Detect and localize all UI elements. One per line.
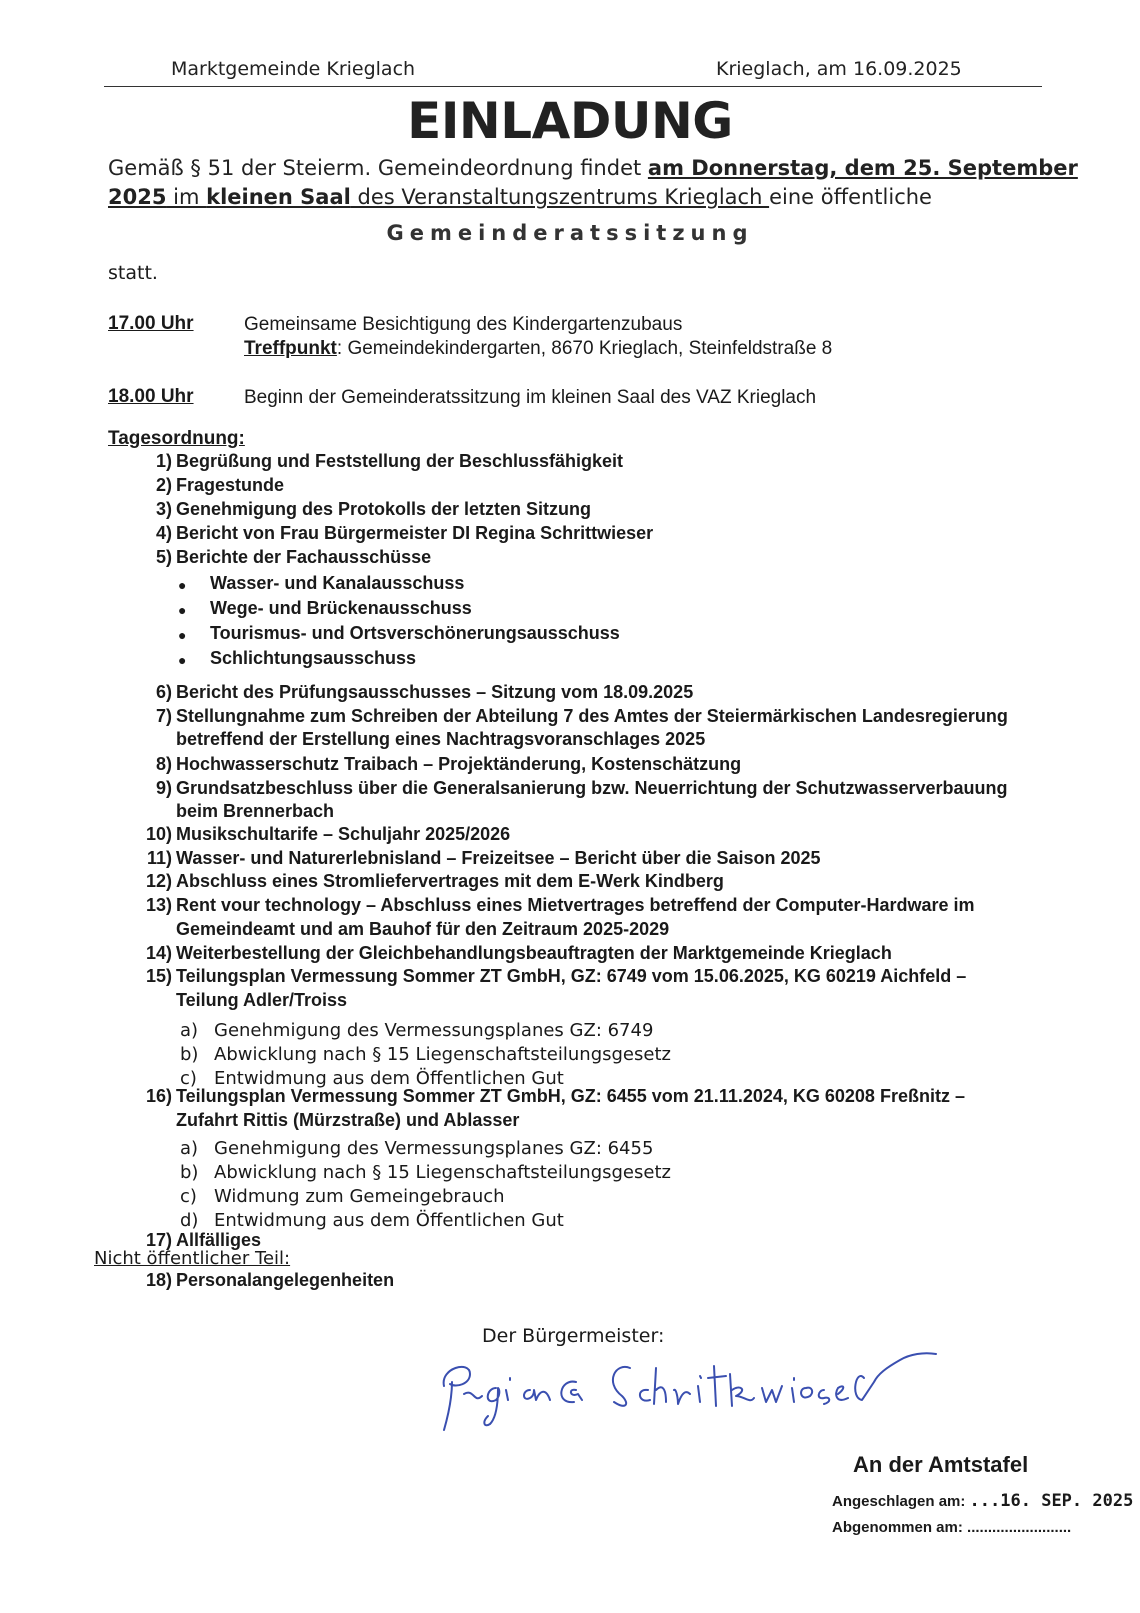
agenda-item-text: Teilungsplan Vermessung Sommer ZT GmbH, GZ: 6455 vom 21.11.2024, KG 60208 Freßnitz – [176,1086,965,1106]
meeting-point-text: : Gemeindekindergarten, 8670 Krieglach, Steinfeldstraße 8 [336,338,833,359]
agenda-item-number: 17) [145,1230,172,1250]
meeting-point-label: Treffpunkt [244,338,337,359]
agenda-item-text-cont: betreffend der Erstellung eines Nachtragsvoranschlages 2025 [176,729,706,749]
agenda-item-text: Genehmigung des Protokolls der letzten Sitzung [176,499,592,519]
agenda-item-number: 6) [155,682,172,702]
intro-text: Gemäß § 51 der Steierm. Gemeindeordnung findet [108,156,648,180]
agenda-item-text: Grundsatzbeschluss über die Generalsanierung bzw. Neuerrichtung der Schutzwasserverbauung [176,778,1008,798]
bullet-icon: ● [178,602,187,618]
intro-line-1 [108,156,1078,180]
agenda-item-text-cont: Zufahrt Rittis (Mürzstraße) und Ablasser [176,1110,520,1130]
agenda-item-text: Fragestunde [176,475,285,495]
agenda-item-text: Teilungsplan Vermessung Sommer ZT GmbH, GZ: 6749 vom 15.06.2025, KG 60219 Aichfeld – [176,966,967,986]
agenda-item-text: Stellungnahme zum Schreiben der Abteilung 7 des Amtes der Steiermärkischen Landesregierung [176,706,1008,726]
removed-date-dots: ......................... [967,1519,1072,1536]
agenda-item-number: 16) [145,1086,172,1106]
agenda-item-number: 15) [145,966,172,986]
statt-text: statt. [108,262,158,284]
header-rule [104,86,1042,87]
committee-item: Schlichtungsausschuss [210,648,417,668]
agenda-item-number: 5) [155,547,172,567]
removed-date-line [832,1519,1071,1536]
agenda-item-text: Weiterbestellung der Gleichbehandlungsbeauftragten der Marktgemeinde Krieglach [176,943,892,963]
subitem-letter: c) [180,1068,197,1089]
agenda-item-number: 8) [155,754,172,774]
session-heading: Gemeinderatssitzung [386,221,754,245]
agenda-item-number: 10) [145,824,172,844]
agenda-item-text: Rent vour technology – Abschluss eines Mietvertrages betreffend der Computer-Hardware im [176,895,975,915]
agenda-item-number: 2) [155,475,172,495]
subitem-text: Abwicklung nach § 15 Liegenschaftsteilungsgesetz [214,1044,671,1065]
document-title: EINLADUNG [407,92,733,150]
posted-date-line [832,1491,1133,1511]
agenda-item-number: 13) [145,895,172,915]
municipality-name: Marktgemeinde Krieglach [171,58,416,80]
schedule-text: Gemeinsame Besichtigung des Kindergartenzubaus [244,314,683,335]
agenda-item-number: 4) [155,523,172,543]
agenda-item-text: Bericht des Prüfungsausschusses – Sitzung vom 18.09.2025 [176,682,694,702]
bullet-icon: ● [178,577,187,593]
agenda-item-number: 1) [155,451,172,471]
committee-item: Tourismus- und Ortsverschönerungsausschuss [210,623,620,643]
subitem-text: Entwidmung aus dem Öffentlichen Gut [214,1068,564,1089]
agenda-item-number: 12) [145,871,172,891]
schedule-text: Beginn der Gemeinderatssitzung im kleinen Saal des VAZ Krieglach [244,387,817,408]
agenda-item-text: Personalangelegenheiten [176,1270,395,1290]
committee-item: Wasser- und Kanalausschuss [210,573,465,593]
agenda-item-number: 11) [146,848,172,868]
agenda-item-number: 7) [155,706,172,726]
subitem-text: Abwicklung nach § 15 Liegenschaftsteilungsgesetz [214,1162,671,1183]
subitem-letter: a) [180,1020,199,1041]
subitem-letter: d) [180,1210,199,1231]
subitem-text: Widmung zum Gemeingebrauch [214,1186,505,1207]
agenda-item-text: Bericht von Frau Bürgermeister DI Regina Schrittwieser [176,523,654,543]
agenda-item-text: Wasser- und Naturerlebnisland – Freizeitsee – Bericht über die Saison 2025 [176,848,821,868]
subitem-text: Entwidmung aus dem Öffentlichen Gut [214,1210,564,1231]
agenda-item-number: 9) [155,778,172,798]
agenda-item-text-cont: Teilung Adler/Troiss [176,990,348,1010]
agenda-item-text-cont: beim Brennerbach [176,801,335,821]
subitem-text: Genehmigung des Vermessungsplanes GZ: 6455 [214,1138,654,1159]
subitem-letter: c) [180,1186,197,1207]
stamp-title: An der Amtstafel [853,1452,1029,1477]
subitem-letter: b) [180,1162,199,1183]
subitem-letter: b) [180,1044,199,1065]
intro-date: am Donnerstag, dem 25. September [647,156,1078,180]
posted-label: Angeschlagen am: [832,1493,966,1510]
intro-line-2 [108,185,932,209]
agenda-item-number: 14) [145,943,172,963]
agenda-item-text: Hochwasserschutz Traibach – Projektänderung, Kostenschätzung [176,754,742,774]
bullet-icon: ● [178,627,187,643]
agenda-item-text: Begrüßung und Feststellung der Beschlussfähigkeit [176,451,624,471]
schedule-time: 18.00 Uhr [108,386,194,407]
agenda-item-number: 3) [155,499,172,519]
intro-year: 2025 [108,185,167,209]
bullet-icon: ● [178,652,187,668]
intro-text: im [166,185,207,209]
subitem-letter: a) [180,1138,199,1159]
committee-item: Wege- und Brückenausschuss [210,598,472,618]
intro-venue: des Veranstaltungszentrums Krieglach [350,185,770,209]
place-date: Krieglach, am 16.09.2025 [716,58,962,80]
intro-text: eine öffentliche [769,185,932,209]
agenda-item-text: Allfälliges [176,1230,262,1250]
non-public-heading: Nicht öffentlicher Teil: [94,1248,291,1269]
schedule-time: 17.00 Uhr [108,313,194,334]
intro-room: kleinen Saal [206,185,351,209]
agenda-item-text: Berichte der Fachausschüsse [176,547,432,567]
agenda-item-number: 18) [145,1270,172,1290]
agenda-item-text: Musikschultarife – Schuljahr 2025/2026 [176,824,511,844]
agenda-item-text-cont: Gemeindeamt und am Bauhof für den Zeitraum 2025-2029 [176,919,670,939]
removed-label: Abgenommen am: [832,1519,963,1536]
mayor-label: Der Bürgermeister: [482,1325,665,1347]
mayor-signature [430,1338,950,1438]
subitem-text: Genehmigung des Vermessungsplanes GZ: 6749 [214,1020,654,1041]
agenda-title: Tagesordnung: [108,428,245,449]
meeting-point [244,338,832,360]
posted-date: ...16. SEP. 2025 [969,1491,1134,1511]
agenda-item-text: Abschluss eines Stromliefervertrages mit dem E-Werk Kindberg [176,871,724,891]
